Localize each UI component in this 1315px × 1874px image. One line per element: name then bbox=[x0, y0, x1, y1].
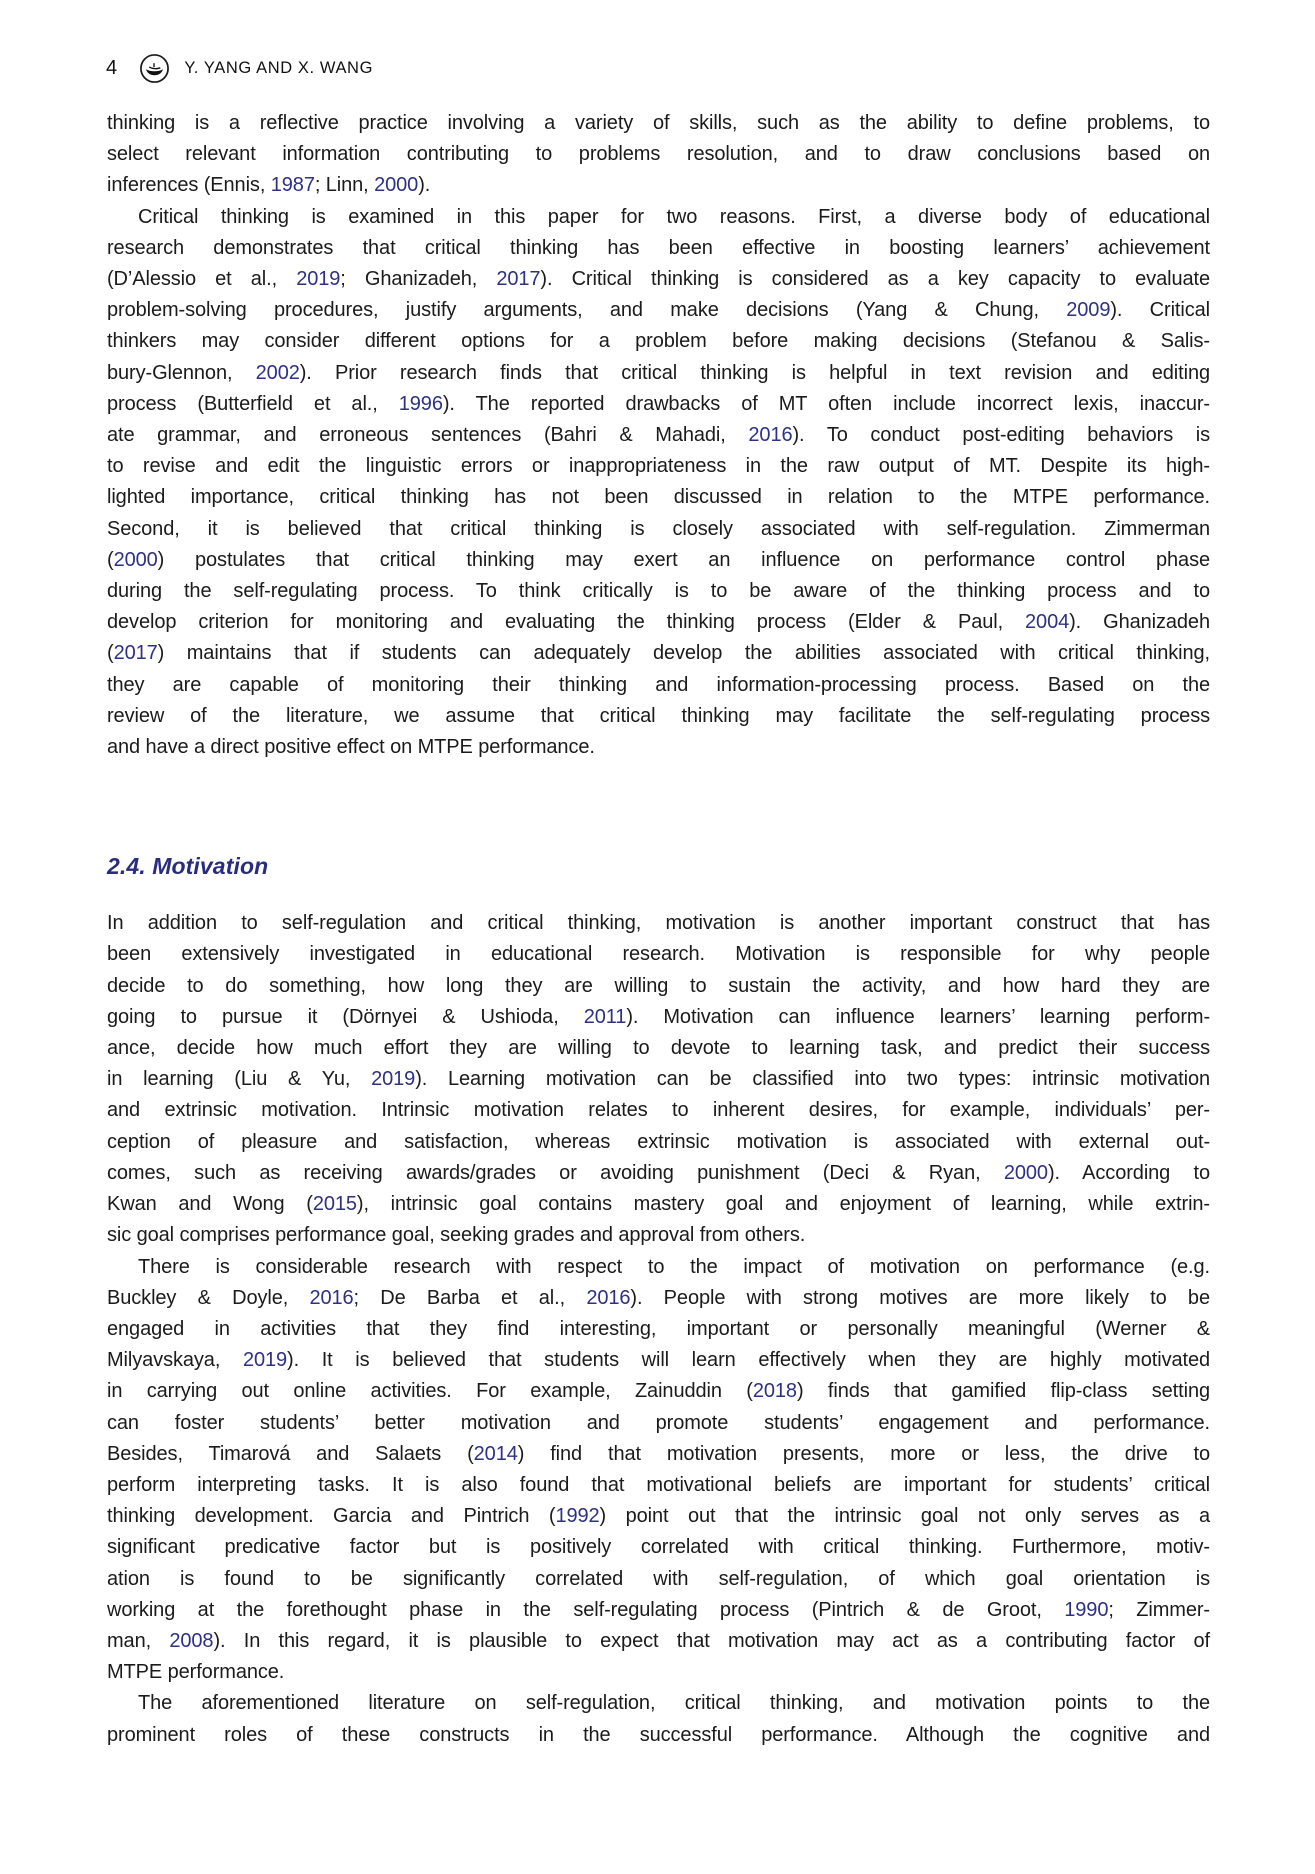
text-line bbox=[107, 576, 1210, 607]
citation-link[interactable]: 2002 bbox=[255, 361, 300, 384]
text-run: Buckley & Doyle, bbox=[107, 1286, 310, 1309]
text-run: (D’Alessio et al., bbox=[107, 268, 297, 291]
text-run: ; Ghanizadeh, bbox=[340, 268, 497, 291]
text-line bbox=[107, 1252, 1210, 1283]
page-number: 4 bbox=[106, 57, 118, 79]
text-line bbox=[107, 1283, 1210, 1314]
publisher-logo-icon bbox=[139, 53, 170, 84]
text-run: Second, it is believed that critical thinking is closely associated with self-regulation. Zimmerman bbox=[107, 517, 1210, 540]
text-run: MTPE performance. bbox=[107, 1661, 285, 1684]
text-line bbox=[107, 1657, 1210, 1688]
text-run: research demonstrates that critical thinking has been effective in boosting learners’ achievement bbox=[107, 236, 1210, 259]
text-run: Milyavskaya, bbox=[107, 1349, 243, 1372]
text-run: In addition to self-regulation and critical thinking, motivation is another important construct that has bbox=[107, 912, 1210, 935]
text-run: engaged in activities that they find interesting, important or personally meaningful (Werner & bbox=[107, 1317, 1210, 1340]
citation-link[interactable]: 2011 bbox=[583, 1005, 627, 1028]
citation-link[interactable]: 1996 bbox=[398, 392, 443, 415]
citation-link[interactable]: 1992 bbox=[555, 1505, 600, 1528]
text-run: select relevant information contributing to problems resolution, and to draw conclusions based on bbox=[107, 143, 1210, 166]
text-run: ). bbox=[418, 174, 431, 197]
text-run: develop criterion for monitoring and evaluating the thinking process (Elder & Paul, bbox=[107, 611, 1026, 634]
text-line bbox=[107, 295, 1210, 326]
text-run: There is considerable research with respect to the impact of motivation on performance (e.g. bbox=[138, 1255, 1210, 1278]
text-run: ance, decide how much effort they are willing to devote to learning task, and predict their success bbox=[107, 1037, 1210, 1060]
citation-link[interactable]: 2004 bbox=[1025, 611, 1070, 634]
text-run: going to pursue it (Dörnyei & Ushioda, bbox=[107, 1005, 584, 1028]
text-run: perform interpreting tasks. It is also found that motivational beliefs are important for students’ critical bbox=[107, 1473, 1210, 1496]
text-run: ). It is believed that students will learn effectively when they are highly motivated bbox=[287, 1349, 1210, 1372]
text-line bbox=[107, 358, 1210, 389]
page-header bbox=[106, 53, 1210, 84]
text-line bbox=[107, 1095, 1210, 1126]
text-run: ), intrinsic goal contains mastery goal and enjoyment of learning, while extrin- bbox=[356, 1193, 1210, 1216]
text-line bbox=[107, 1345, 1210, 1376]
text-line bbox=[107, 1626, 1210, 1657]
text-run: ). Critical bbox=[1110, 299, 1210, 322]
citation-link[interactable]: 2015 bbox=[312, 1193, 357, 1216]
text-run: thinkers may consider different options for a problem before making decisions (Stefanou & Salis- bbox=[107, 330, 1210, 353]
text-run: Kwan and Wong ( bbox=[107, 1193, 313, 1216]
text-run: prominent roles of these constructs in the successful performance. Although the cognitive and bbox=[107, 1723, 1210, 1746]
citation-link[interactable]: 2000 bbox=[374, 174, 419, 197]
citation-link[interactable]: 2014 bbox=[473, 1442, 518, 1465]
text-line bbox=[107, 1532, 1210, 1563]
text-line bbox=[107, 1408, 1210, 1439]
text-run: been extensively investigated in educational research. Motivation is responsible for why people bbox=[107, 943, 1210, 966]
paragraph bbox=[107, 1252, 1210, 1689]
text-line bbox=[107, 908, 1210, 939]
text-run: in learning (Liu & Yu, bbox=[107, 1068, 372, 1091]
text-line bbox=[107, 1158, 1210, 1189]
text-line bbox=[107, 1470, 1210, 1501]
text-line bbox=[107, 233, 1210, 264]
citation-link[interactable]: 2009 bbox=[1066, 299, 1111, 322]
text-line bbox=[107, 1002, 1210, 1033]
text-run: ( bbox=[107, 548, 114, 571]
section-heading: 2.4. Motivation bbox=[107, 853, 269, 880]
citation-link[interactable]: 2018 bbox=[752, 1380, 797, 1403]
paragraph bbox=[107, 908, 1210, 1251]
text-line bbox=[107, 1688, 1210, 1719]
text-run: ). Prior research finds that critical thinking is helpful in text revision and editing bbox=[299, 361, 1210, 384]
text-run: review of the literature, we assume that critical thinking may facilitate the self-regulating process bbox=[107, 704, 1210, 727]
text-run: lighted importance, critical thinking has not been discussed in relation to the MTPE performance. bbox=[107, 486, 1210, 509]
text-run: to revise and edit the linguistic errors or inappropriateness in the raw output of MT. Despite its high- bbox=[107, 455, 1210, 478]
text-run: ; Linn, bbox=[314, 174, 375, 197]
text-line bbox=[107, 701, 1210, 732]
citation-link[interactable]: 2008 bbox=[169, 1629, 214, 1652]
citation-link[interactable]: 2016 bbox=[748, 424, 793, 447]
text-line bbox=[107, 1189, 1210, 1220]
text-line bbox=[107, 670, 1210, 701]
text-line bbox=[107, 971, 1210, 1002]
text-line bbox=[107, 545, 1210, 576]
text-line bbox=[107, 482, 1210, 513]
citation-link[interactable]: 2019 bbox=[296, 268, 341, 291]
text-run: during the self-regulating process. To think critically is to be aware of the thinking process and to bbox=[107, 580, 1210, 603]
text-run: sic goal comprises performance goal, seeking grades and approval from others. bbox=[107, 1224, 806, 1247]
text-line bbox=[107, 1720, 1210, 1751]
paragraph bbox=[107, 1688, 1210, 1750]
text-run: problem-solving procedures, justify arguments, and make decisions (Yang & Chung, bbox=[107, 299, 1067, 322]
citation-link[interactable]: 2016 bbox=[309, 1286, 354, 1309]
text-run: ). Ghanizadeh bbox=[1069, 611, 1210, 634]
text-line bbox=[107, 1314, 1210, 1345]
article-body bbox=[107, 108, 1210, 1751]
text-run: inferences (Ennis, bbox=[107, 174, 271, 197]
citation-link[interactable]: 2000 bbox=[1003, 1161, 1048, 1184]
text-run: ation is found to be significantly correlated with self-regulation, of which goal orientation is bbox=[107, 1567, 1210, 1590]
text-line bbox=[107, 202, 1210, 233]
citation-link[interactable]: 2017 bbox=[496, 268, 541, 291]
text-run: process (Butterfield et al., bbox=[107, 392, 399, 415]
citation-link[interactable]: 1987 bbox=[270, 174, 315, 197]
text-run: and extrinsic motivation. Intrinsic motivation relates to inherent desires, for example, individuals’ per- bbox=[107, 1099, 1210, 1122]
text-run: can foster students’ better motivation and promote students’ engagement and performance. bbox=[107, 1411, 1210, 1434]
text-run: ). The reported drawbacks of MT often include incorrect lexis, inaccur- bbox=[442, 392, 1210, 415]
text-line bbox=[107, 139, 1210, 170]
text-run: Critical thinking is examined in this paper for two reasons. First, a diverse body of educational bbox=[138, 205, 1210, 228]
text-line bbox=[107, 939, 1210, 970]
text-run: ). People with strong motives are more likely to be bbox=[630, 1286, 1210, 1309]
text-run: in carrying out online activities. For example, Zainuddin ( bbox=[107, 1380, 753, 1403]
text-line bbox=[107, 1595, 1210, 1626]
text-run: decide to do something, how long they are willing to sustain the activity, and how hard they are bbox=[107, 974, 1210, 997]
text-run: The aforementioned literature on self-regulation, critical thinking, and motivation points to the bbox=[138, 1692, 1210, 1715]
text-run: ) finds that gamified flip-class setting bbox=[796, 1380, 1210, 1403]
text-run: ) maintains that if students can adequately develop the abilities associated with critical thinking, bbox=[157, 642, 1210, 665]
text-run: ) postulates that critical thinking may exert an influence on performance control phase bbox=[157, 548, 1210, 571]
text-run: ). In this regard, it is plausible to expect that motivation may act as a contributing factor of bbox=[213, 1629, 1210, 1652]
citation-link[interactable]: 1990 bbox=[1064, 1598, 1109, 1621]
text-line bbox=[107, 451, 1210, 482]
text-line bbox=[107, 264, 1210, 295]
text-run: and have a direct positive effect on MTPE performance. bbox=[107, 736, 595, 759]
text-line bbox=[107, 1127, 1210, 1158]
text-line bbox=[107, 326, 1210, 357]
text-run: ; Zimmer- bbox=[1108, 1598, 1210, 1621]
text-line bbox=[107, 1439, 1210, 1470]
text-run: ; De Barba et al., bbox=[353, 1286, 587, 1309]
text-line bbox=[107, 1376, 1210, 1407]
text-run: Besides, Timarová and Salaets ( bbox=[107, 1442, 474, 1465]
citation-link[interactable]: 2000 bbox=[113, 548, 158, 571]
text-run: ). Critical thinking is considered as a key capacity to evaluate bbox=[540, 268, 1210, 291]
text-run: working at the forethought phase in the self-regulating process (Pintrich & de Groot, bbox=[107, 1598, 1065, 1621]
text-line bbox=[107, 1064, 1210, 1095]
text-run: thinking is a reflective practice involving a variety of skills, such as the ability to define problems, to bbox=[107, 112, 1210, 134]
citation-link[interactable]: 2019 bbox=[371, 1068, 416, 1091]
text-line bbox=[107, 108, 1210, 139]
citation-link[interactable]: 2016 bbox=[586, 1286, 631, 1309]
text-run: ception of pleasure and satisfaction, whereas extrinsic motivation is associated with external out- bbox=[107, 1130, 1210, 1153]
text-line bbox=[107, 1501, 1210, 1532]
text-run: they are capable of monitoring their thinking and information-processing process. Based on the bbox=[107, 673, 1210, 696]
text-run: ( bbox=[107, 642, 114, 665]
paragraph bbox=[107, 108, 1210, 202]
text-line bbox=[107, 170, 1210, 201]
text-run: man, bbox=[107, 1629, 170, 1652]
text-line bbox=[107, 638, 1210, 669]
text-run: ) point out that the intrinsic goal not only serves as a bbox=[599, 1505, 1210, 1528]
running-head: Y. YANG AND X. WANG bbox=[184, 59, 373, 77]
text-line bbox=[107, 420, 1210, 451]
text-run: ) find that motivation presents, more or less, the drive to bbox=[517, 1442, 1210, 1465]
text-run: ). According to bbox=[1047, 1161, 1210, 1184]
text-run: ). Learning motivation can be classified into two types: intrinsic motivation bbox=[415, 1068, 1210, 1091]
text-line bbox=[107, 514, 1210, 545]
citation-link[interactable]: 2019 bbox=[242, 1349, 288, 1372]
text-run: ). To conduct post-editing behaviors is bbox=[792, 424, 1210, 447]
paragraph bbox=[107, 202, 1210, 764]
text-run: comes, such as receiving awards/grades or avoiding punishment (Deci & Ryan, bbox=[107, 1161, 1004, 1184]
text-line bbox=[107, 389, 1210, 420]
text-line bbox=[107, 1033, 1210, 1064]
text-line bbox=[107, 1220, 1210, 1251]
text-line bbox=[107, 607, 1210, 638]
text-run: ). Motivation can influence learners’ learning perform- bbox=[626, 1005, 1211, 1028]
text-line bbox=[107, 1564, 1210, 1595]
text-run: ate grammar, and erroneous sentences (Bahri & Mahadi, bbox=[107, 424, 749, 447]
text-run: thinking development. Garcia and Pintrich ( bbox=[107, 1505, 556, 1528]
text-run: bury-Glennon, bbox=[107, 361, 256, 384]
text-line bbox=[107, 732, 1210, 763]
citation-link[interactable]: 2017 bbox=[113, 642, 158, 665]
text-run: significant predicative factor but is positively correlated with critical thinking. Furthermore, motiv- bbox=[107, 1536, 1210, 1559]
